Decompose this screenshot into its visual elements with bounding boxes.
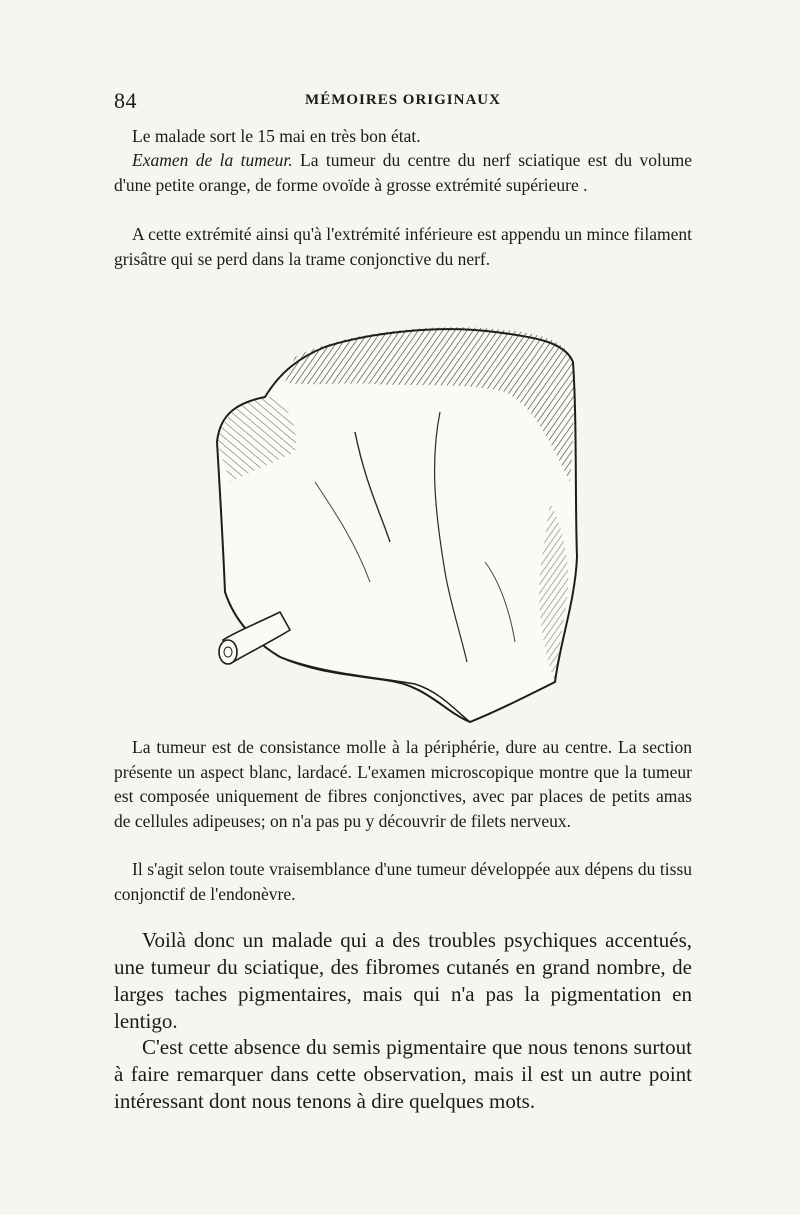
paragraph-conclusion: C'est cette absence du semis pigmentaire que nous tenons surtout à faire remarquer dans cette observation, mais il est un autre point intéressant dont nous tenons à dire quelques mots. xyxy=(114,1035,692,1113)
running-header xyxy=(114,88,692,118)
paragraph-origin: Il s'agit selon toute vraisemblance d'une tumeur développée aux dépens du tissu conjonctif de l'endonèvre. xyxy=(114,859,692,904)
paragraph-tumor-exam xyxy=(114,148,692,197)
paragraph-discharge: Le malade sort le 15 mai en très bon état. xyxy=(132,126,421,146)
section-heading-italic: Examen de la tumeur. xyxy=(132,150,293,170)
paragraph-summary: Voilà donc un malade qui a des troubles psychiques accentués, une tumeur du sciatique, des fibromes cutanés en grand nombre, de larges taches pigmentaires, mais qui n'a pas la pigmentation en lentigo. xyxy=(114,928,692,1033)
page-number: 84 xyxy=(114,88,137,113)
paragraph-filament: A cette extrémité ainsi qu'à l'extrémité inférieure est appendu un mince filament grisâtre qui se perd dans la trame conjonctive du nerf. xyxy=(114,224,692,269)
paragraph-tumor-exam-text: La tumeur du centre du nerf sciatique est du volume d'une petite orange, de forme ovoïde à grosse extrémité supérieure . xyxy=(114,150,692,195)
paragraph-consistency: La tumeur est de consistance molle à la périphérie, dure au centre. La section présente un aspect blanc, lardacé. L'examen microscopique montre que la tumeur est composée uniquement de fibres conjonctives, avec par places de petits amas de cellules adipeuses; on n'a pas pu y découvrir de filets nerveux. xyxy=(114,737,692,831)
tumor-illustration xyxy=(205,312,590,727)
running-title: MÉMOIRES ORIGINAUX xyxy=(305,92,501,108)
